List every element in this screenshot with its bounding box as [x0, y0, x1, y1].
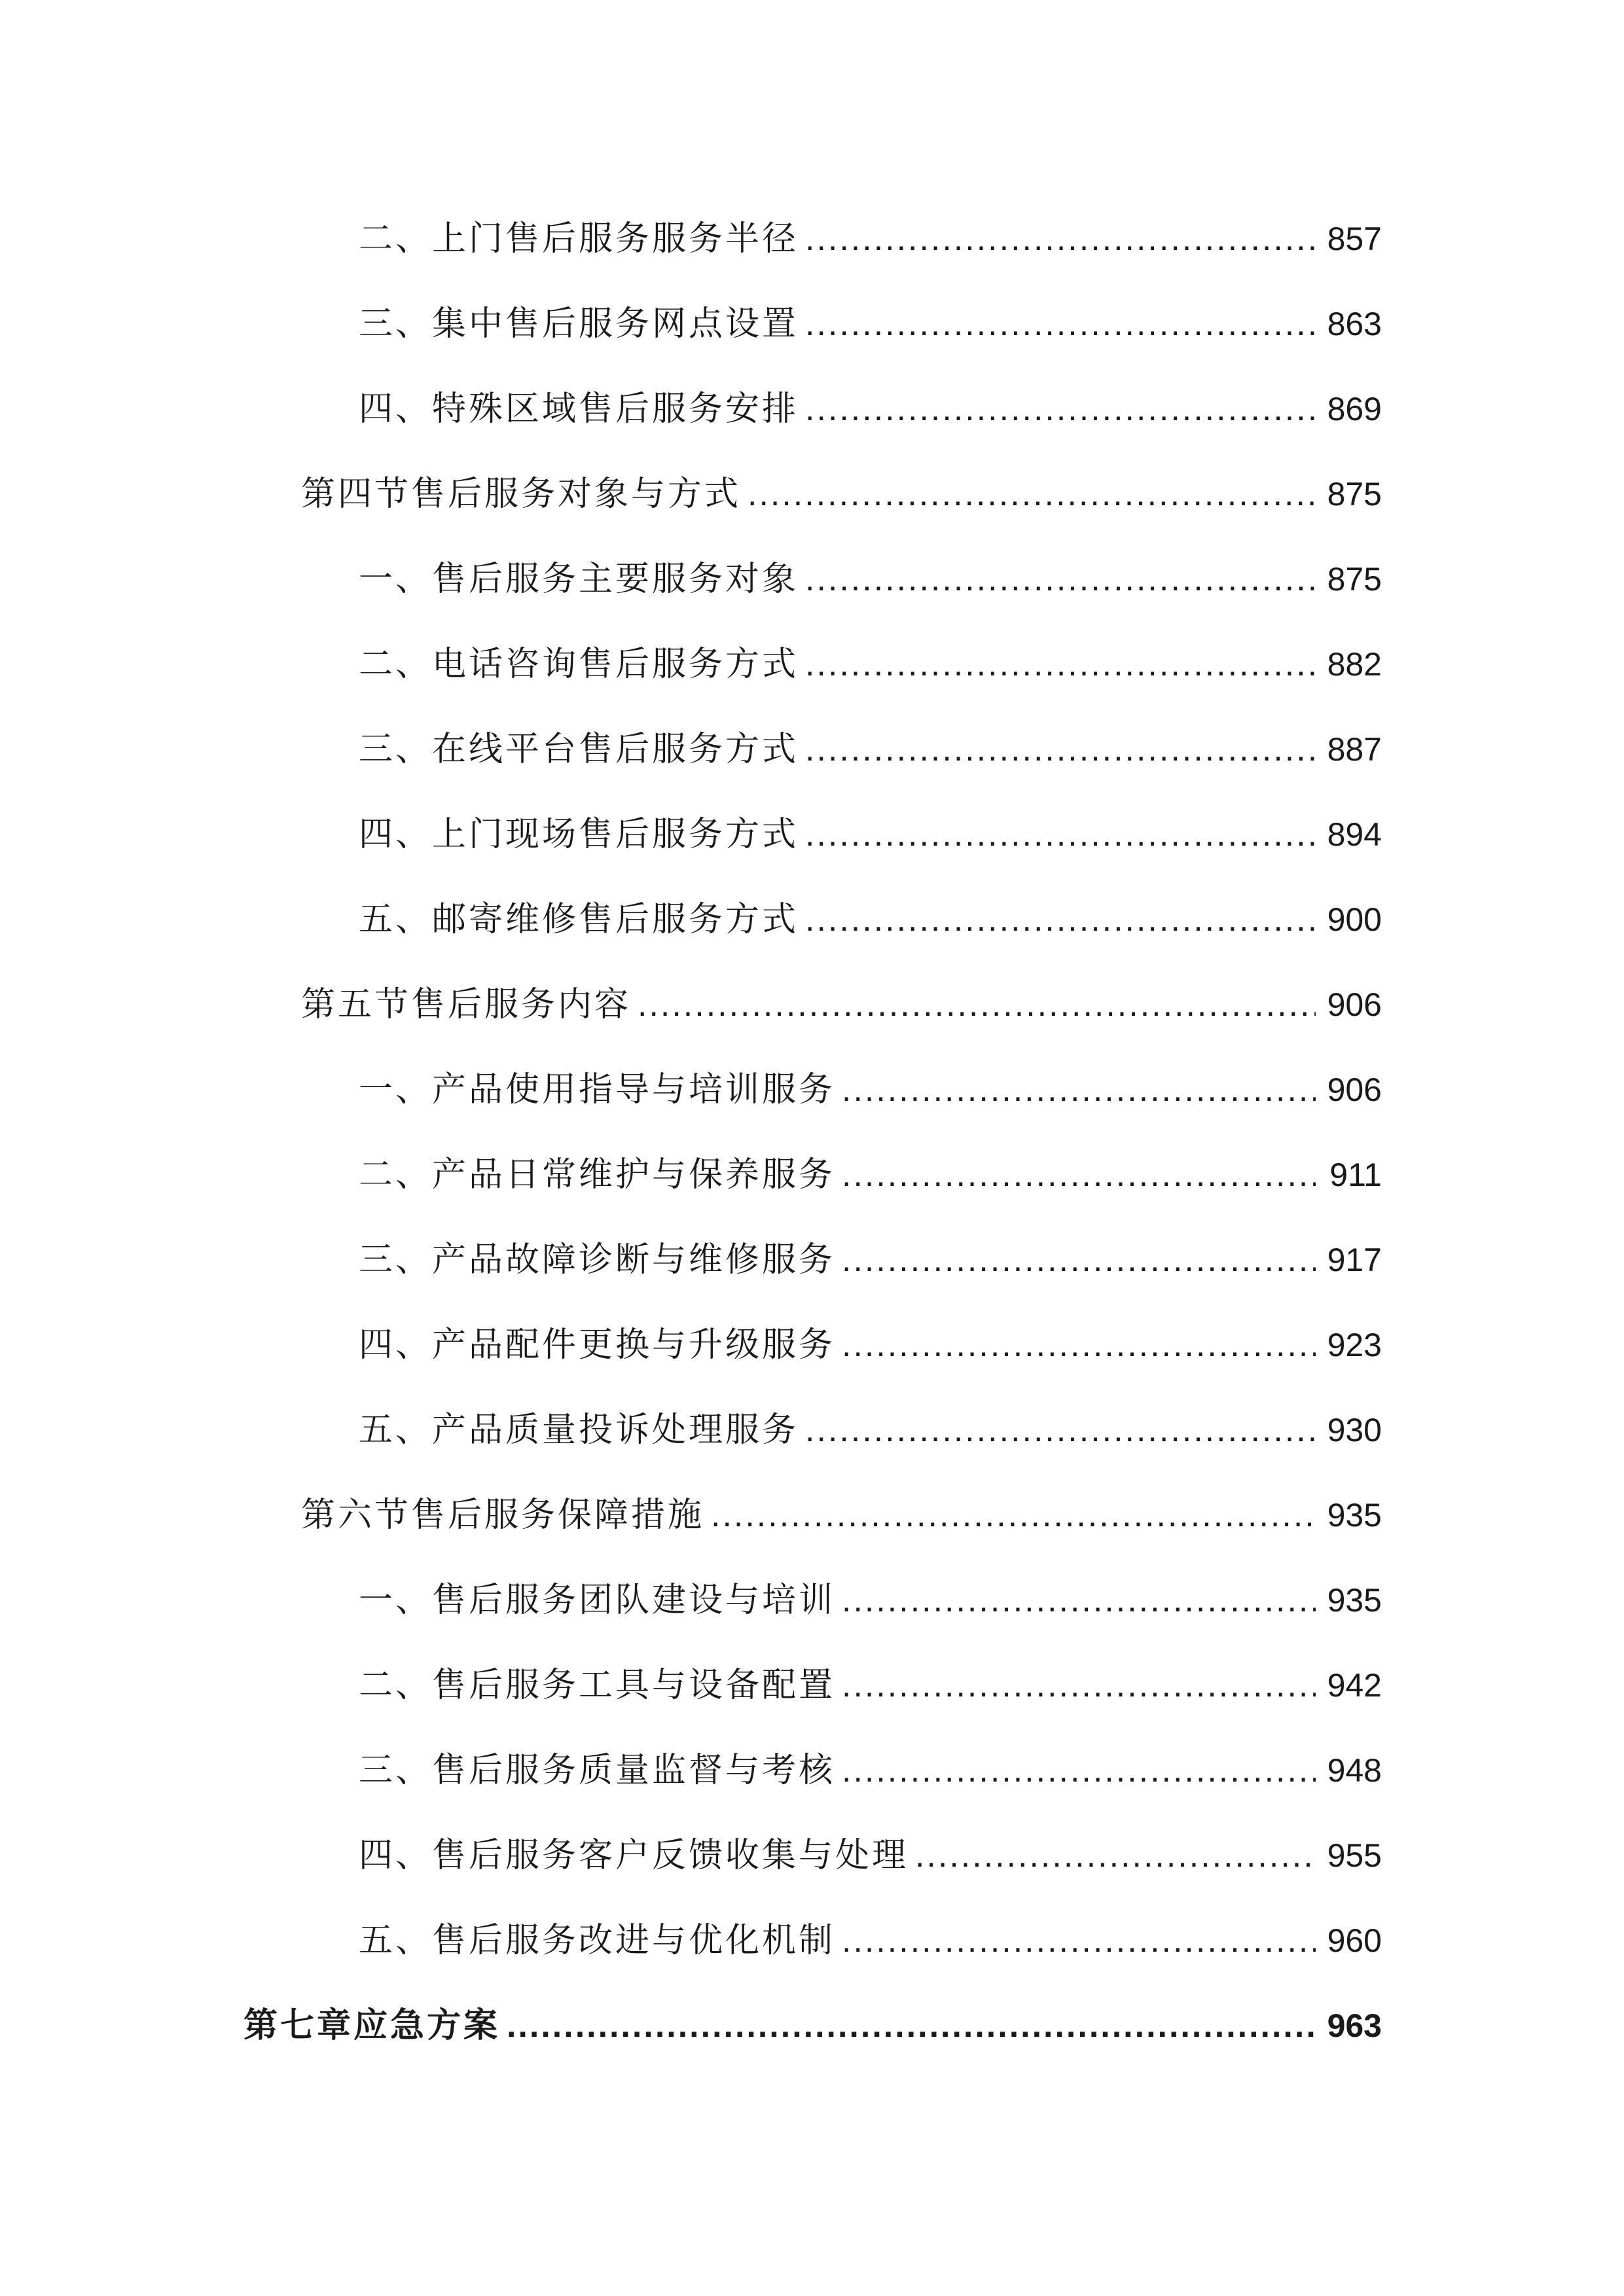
toc-dot-leader: [638, 978, 1316, 1031]
toc-dot-leader: [842, 1744, 1316, 1797]
toc-entry-page: 906: [1327, 986, 1382, 1023]
toc-entry-chapter[interactable]: [244, 2000, 1382, 2052]
toc-entry-title: 一、售后服务主要服务对象: [359, 560, 799, 599]
toc-entry[interactable]: [359, 638, 1382, 691]
toc-entry-title: 二、产品日常维护与保养服务: [359, 1155, 836, 1194]
toc-entry-title: 三、集中售后服务网点设置: [359, 304, 799, 344]
toc-entry-title: 五、产品质量投诉处理服务: [359, 1410, 799, 1450]
toc-entry-title: 四、上门现场售后服务方式: [359, 815, 799, 854]
toc-entry[interactable]: [359, 1914, 1382, 1967]
toc-entry-title: 五、售后服务改进与优化机制: [359, 1921, 836, 1960]
toc-entry[interactable]: [359, 893, 1382, 946]
toc-entry-page: 887: [1327, 731, 1382, 768]
toc-entry-page: 863: [1327, 306, 1382, 342]
toc-dot-leader: [842, 1064, 1316, 1116]
toc-dot-leader: [805, 723, 1316, 776]
toc-entry-section[interactable]: [301, 468, 1382, 520]
toc-entry-title: 四、售后服务客户反馈收集与处理: [359, 1836, 909, 1875]
toc-entry-title: 一、售后服务团队建设与培训: [359, 1581, 836, 1620]
toc-dot-leader: [842, 1914, 1316, 1967]
toc-entry-page: 857: [1327, 221, 1382, 257]
toc-entry-title: 二、上门售后服务服务半径: [359, 219, 799, 259]
toc-entry[interactable]: [359, 808, 1382, 861]
toc-dot-leader: [842, 1234, 1316, 1286]
toc-dot-leader: [842, 1149, 1316, 1201]
toc-entry-title: 四、特殊区域售后服务安排: [359, 389, 799, 429]
toc-entry-page: 900: [1327, 901, 1382, 938]
toc-dot-leader: [915, 1829, 1316, 1882]
toc-entry-page: 960: [1327, 1922, 1382, 1959]
toc-dot-leader: [805, 383, 1316, 435]
toc-entry-title: 一、产品使用指导与培训服务: [359, 1070, 836, 1109]
toc-dot-leader: [805, 1404, 1316, 1456]
toc-dot-leader: [507, 2000, 1316, 2052]
toc-entry-title: 三、售后服务质量监督与考核: [359, 1751, 836, 1790]
toc-dot-leader: [805, 298, 1316, 350]
toc-entry[interactable]: [359, 553, 1382, 605]
toc-entry-page: 935: [1327, 1497, 1382, 1534]
toc-entry[interactable]: [359, 1064, 1382, 1116]
toc-entry-page: 894: [1327, 816, 1382, 853]
toc-entry-title: 第四节售后服务对象与方式: [301, 475, 742, 514]
toc-entry-title: 第六节售后服务保障措施: [301, 1496, 705, 1535]
toc-entry-title: 四、产品配件更换与升级服务: [359, 1325, 836, 1365]
toc-entry-title: 第七章应急方案: [244, 2006, 501, 2045]
toc-dot-leader: [748, 468, 1316, 520]
toc-entry[interactable]: [359, 1829, 1382, 1882]
toc-entry[interactable]: [359, 1234, 1382, 1286]
toc-dot-leader: [805, 638, 1316, 691]
toc-entry[interactable]: [359, 298, 1382, 350]
toc-entry[interactable]: [359, 1149, 1382, 1201]
toc-entry-page: 930: [1327, 1412, 1382, 1448]
toc-entry-section[interactable]: [301, 1489, 1382, 1541]
toc-entry-section[interactable]: [301, 978, 1382, 1031]
toc-entry-page: 935: [1327, 1582, 1382, 1619]
toc-entry[interactable]: [359, 1659, 1382, 1712]
toc-entry-title: 二、电话咨询售后服务方式: [359, 645, 799, 684]
toc-entry[interactable]: [359, 1404, 1382, 1456]
toc-entry-title: 三、在线平台售后服务方式: [359, 730, 799, 769]
toc-entry-page: 923: [1327, 1327, 1382, 1363]
toc-entry[interactable]: [359, 1319, 1382, 1371]
toc-entry[interactable]: [359, 1574, 1382, 1626]
toc-dot-leader: [711, 1489, 1316, 1541]
toc-dot-leader: [842, 1319, 1316, 1371]
toc-entry-page: 942: [1327, 1667, 1382, 1704]
toc-entry-page: 955: [1327, 1837, 1382, 1874]
toc-entry-page: 948: [1327, 1752, 1382, 1789]
toc-entry-title: 五、邮寄维修售后服务方式: [359, 900, 799, 939]
toc-entry-page: 875: [1327, 561, 1382, 598]
toc-entry-page: 963: [1327, 2007, 1382, 2044]
toc-entry-page: 911: [1329, 1157, 1382, 1193]
toc-entry-page: 875: [1327, 476, 1382, 512]
toc-entry-title: 二、售后服务工具与设备配置: [359, 1666, 836, 1705]
toc-entry-title: 第五节售后服务内容: [301, 985, 632, 1024]
toc-dot-leader: [842, 1574, 1316, 1626]
toc-entry[interactable]: [359, 1744, 1382, 1797]
toc-entry[interactable]: [359, 383, 1382, 435]
toc-dot-leader: [805, 808, 1316, 861]
toc-dot-leader: [805, 213, 1316, 265]
toc-entry-page: 869: [1327, 391, 1382, 427]
toc-entry[interactable]: [359, 723, 1382, 776]
toc-dot-leader: [805, 553, 1316, 605]
toc-entry-page: 882: [1327, 646, 1382, 683]
toc-entry-page: 906: [1327, 1071, 1382, 1108]
toc-dot-leader: [805, 893, 1316, 946]
toc-entry[interactable]: [359, 213, 1382, 265]
toc-entry-page: 917: [1327, 1242, 1382, 1278]
toc-dot-leader: [842, 1659, 1316, 1712]
toc-entry-title: 三、产品故障诊断与维修服务: [359, 1240, 836, 1280]
